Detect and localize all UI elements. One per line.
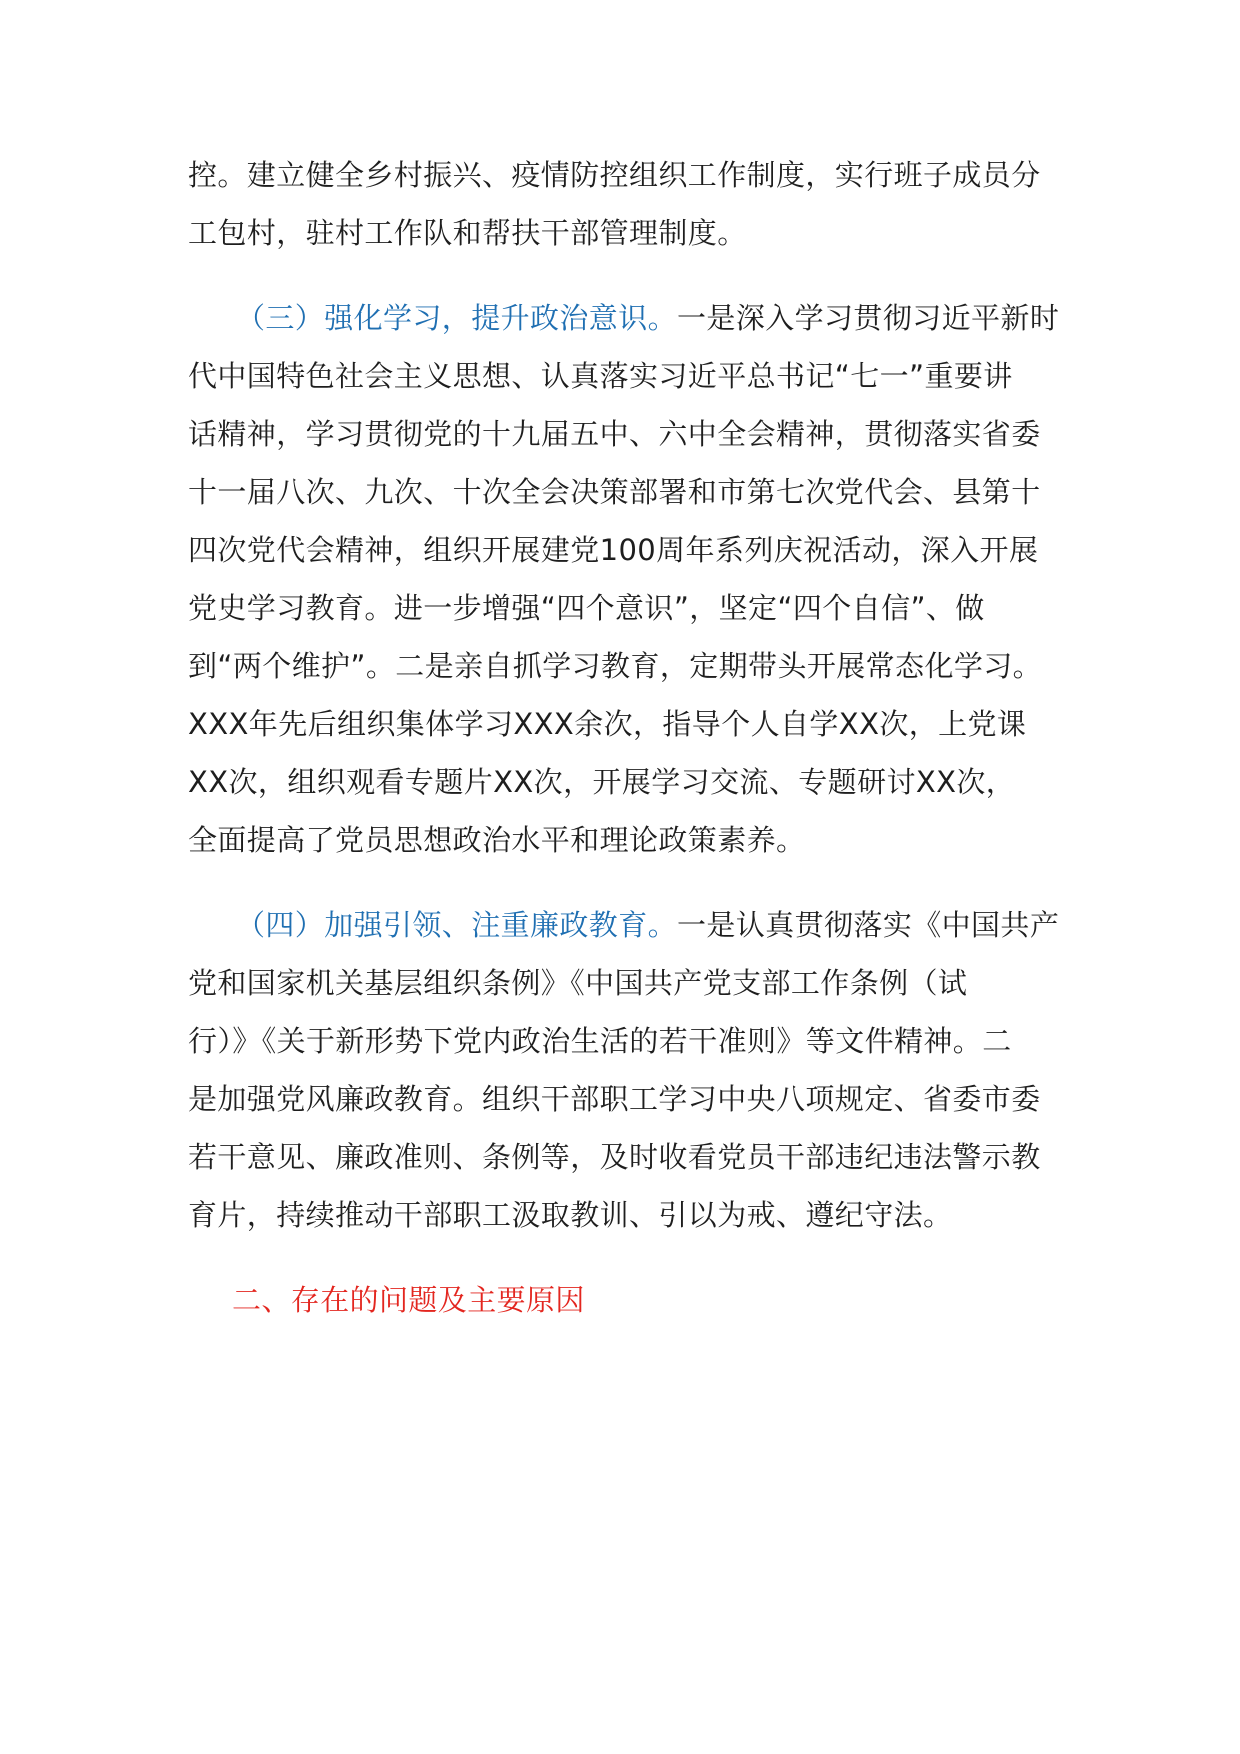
paragraph-line: 到“两个维护”。二是亲自抓学习教育，定期带头开展常态化学习。 bbox=[188, 649, 1043, 683]
section-3-heading: （三）强化学习，提升政治意识。 bbox=[236, 301, 678, 335]
paragraph-line: XXX年先后组织集体学习XXX余次，指导个人自学XX次，上党课 bbox=[188, 707, 1027, 741]
paragraph-line: 工包村，驻村工作队和帮扶干部管理制度。 bbox=[188, 216, 747, 250]
section-2-title: 二、存在的问题及主要原因 bbox=[232, 1283, 585, 1317]
paragraph-line: 控。建立健全乡村振兴、疫情防控组织工作制度，实行班子成员分 bbox=[188, 158, 1041, 192]
section-4-first-line-text: 一是认真贯彻落实《中国共产 bbox=[677, 908, 1060, 942]
paragraph-line: 话精神，学习贯彻党的十九届五中、六中全会精神，贯彻落实省委 bbox=[188, 417, 1041, 451]
paragraph-line: 代中国特色社会主义思想、认真落实习近平总书记“七一”重要讲 bbox=[188, 359, 1013, 393]
paragraph-line: 是加强党风廉政教育。组织干部职工学习中央八项规定、省委市委 bbox=[188, 1082, 1041, 1116]
paragraph-line: 若干意见、廉政准则、条例等，及时收看党员干部违纪违法警示教 bbox=[188, 1140, 1041, 1174]
section-4-heading: （四）加强引领、注重廉政教育。 bbox=[236, 908, 678, 942]
section-3-first-line bbox=[236, 298, 1059, 338]
paragraph-line: 育片，持续推动干部职工汲取教训、引以为戒、遵纪守法。 bbox=[188, 1198, 953, 1232]
paragraph-line: 四次党代会精神，组织开展建党100周年系列庆祝活动，深入开展 bbox=[188, 533, 1039, 567]
section-3-first-line-text: 一是深入学习贯彻习近平新时 bbox=[677, 301, 1060, 335]
paragraph-line: 行）》《关于新形势下党内政治生活的若干准则》等文件精神。二 bbox=[188, 1024, 1012, 1058]
paragraph-line: 十一届八次、九次、十次全会决策部署和市第七次党代会、县第十 bbox=[188, 475, 1041, 509]
paragraph-line: XX次，组织观看专题片XX次，开展学习交流、专题研讨XX次， bbox=[188, 765, 1016, 799]
section-4-first-line bbox=[236, 905, 1059, 945]
paragraph-line: 党和国家机关基层组织条例》《中国共产党支部工作条例（试 bbox=[188, 966, 968, 1000]
paragraph-line: 党史学习教育。进一步增强“四个意识”，坚定“四个自信”、做 bbox=[188, 591, 985, 625]
paragraph-line: 全面提高了党员思想政治水平和理论政策素养。 bbox=[188, 823, 806, 857]
